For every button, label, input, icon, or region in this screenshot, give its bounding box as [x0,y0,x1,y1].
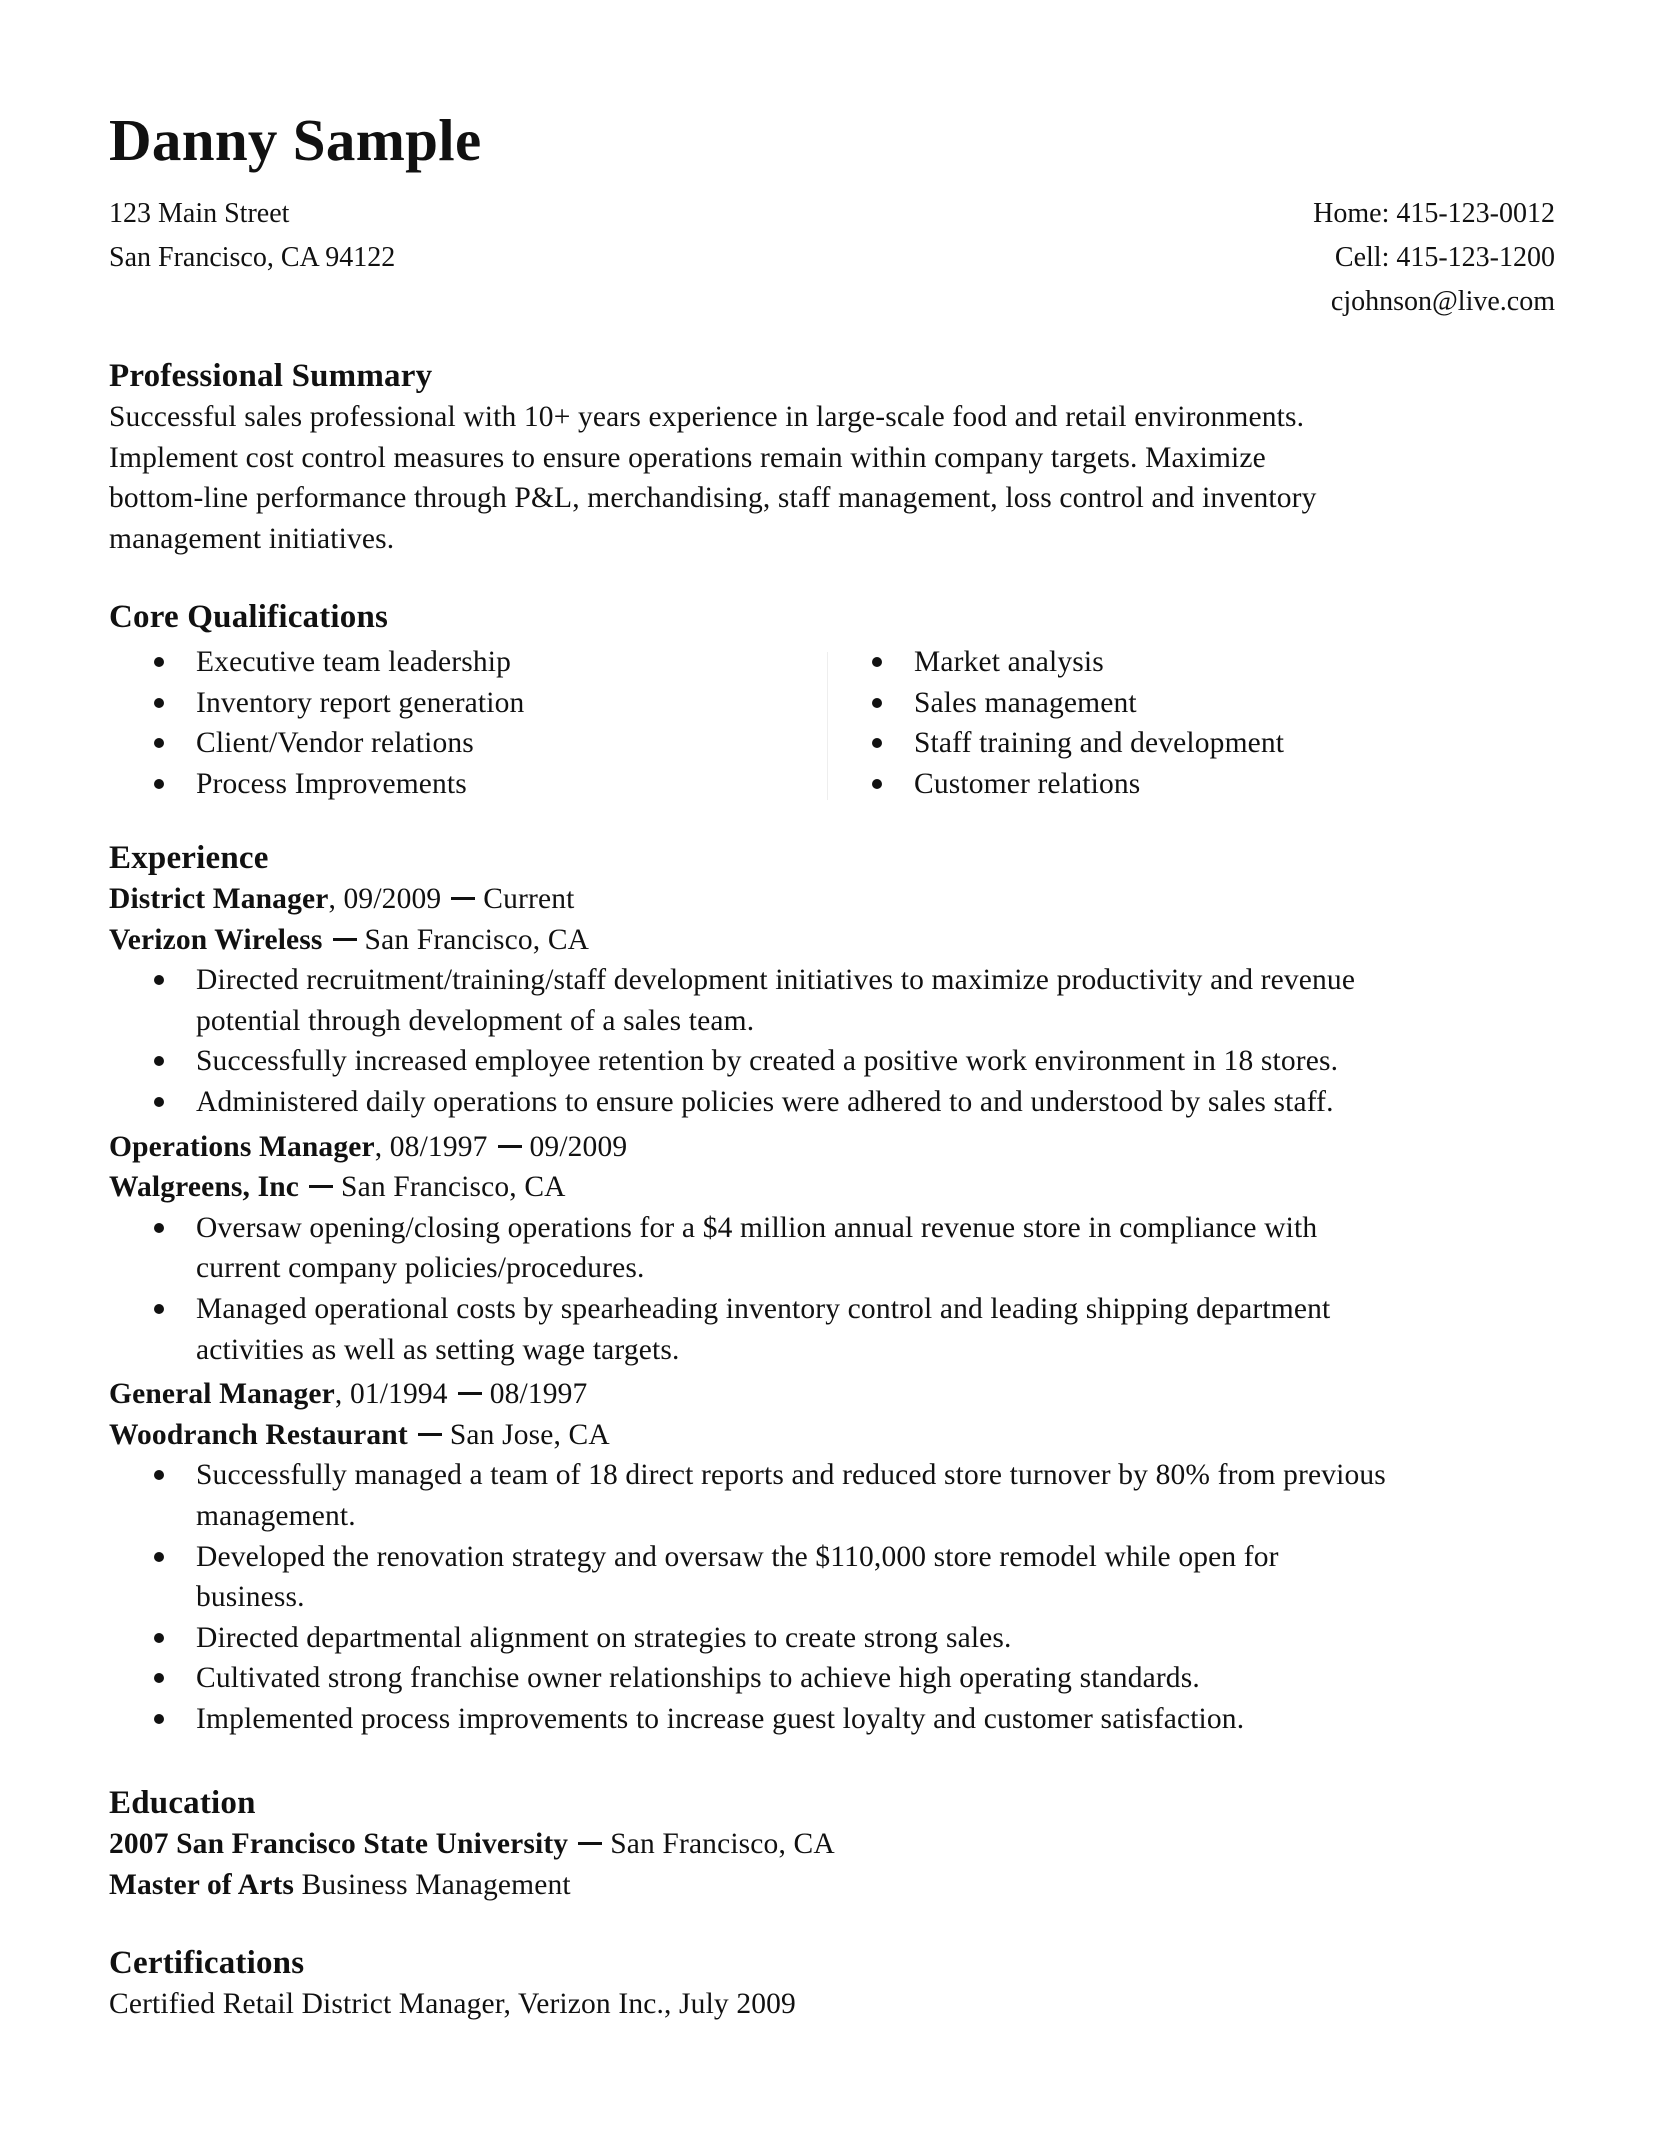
bullet-icon [154,1470,164,1480]
bullet-icon [154,1304,164,1314]
qualification-text: Process Improvements [196,767,467,800]
certification-text: Certified Retail District Manager, Verizon Inc., July 2009 [109,1988,796,2020]
job-entry [109,1127,1555,1371]
job-role: Operations Manager [109,1130,375,1163]
qualification-text: Staff training and development [914,727,1285,760]
dash-icon [418,1433,442,1436]
bullet-icon [872,657,882,667]
list-item [109,1041,1555,1082]
certifications-heading: Certifications [109,1945,305,1981]
qualification-text: Inventory report generation [196,686,525,719]
job-company: Walgreens, Inc [109,1171,300,1204]
job-bullets [109,960,1555,1122]
list-item [109,960,1555,1041]
qualification-text: Sales management [914,686,1137,719]
bullet-line: management. [196,1499,356,1532]
education-location: San Francisco, CA [610,1828,835,1860]
job-dates-start: , 08/1997 [374,1130,488,1163]
address-block [109,192,395,280]
job-company-line [109,920,1555,961]
address-line-1: 123 Main Street [109,198,290,229]
list-item [109,1082,1555,1123]
bullet-icon [154,1097,164,1107]
education-entry [109,1824,1555,1905]
bullet-icon [154,738,164,748]
list-item [827,642,1284,683]
bullet-icon [872,738,882,748]
job-dates-end: 09/2009 [529,1130,628,1163]
job-entry [109,1374,1555,1739]
education-degree-line [109,1865,1555,1906]
bullet-icon [154,975,164,985]
bullet-line: Directed recruitment/training/staff development initiatives to maximize productivity and revenue [196,964,1356,997]
bullet-icon [872,779,882,789]
job-location: San Francisco, CA [364,923,590,956]
summary-line: bottom-line performance through P&L, merchandising, staff management, loss control and inventory [109,482,1317,515]
dash-icon [458,1392,482,1395]
experience-heading: Experience [109,840,269,876]
list-item [827,723,1284,764]
job-role: District Manager [109,883,329,915]
summary-line: management initiatives. [109,522,395,555]
summary-text [109,397,1555,559]
qualifications-section [109,596,1555,808]
bullet-line: Cultivated strong franchise owner relationships to achieve high operating standards. [196,1662,1200,1695]
qualifications-column-2 [827,642,1284,804]
bullet-line: current company policies/procedures. [196,1252,645,1285]
list-item [827,764,1284,805]
summary-line: Successful sales professional with 10+ years experience in large-scale food and retail environments. [109,401,1305,433]
bullet-icon [154,657,164,667]
job-bullets [109,1208,1555,1370]
bullet-icon [154,698,164,708]
list-item [109,764,524,805]
qualification-text: Executive team leadership [196,646,511,678]
education-section [109,1782,1555,1905]
job-title-line [109,1127,1555,1168]
job-location: San Francisco, CA [341,1171,566,1204]
bullet-icon [154,1552,164,1562]
bullet-line: Directed departmental alignment on strategies to create strong sales. [196,1621,1012,1654]
list-item [109,1289,1555,1370]
dash-icon [451,897,475,900]
bullet-icon [154,1714,164,1724]
job-company: Woodranch Restaurant [109,1418,408,1451]
bullet-line: Implemented process improvements to increase guest loyalty and customer satisfaction. [196,1702,1245,1735]
bullet-icon [154,1223,164,1233]
job-company-line [109,1167,1555,1208]
bullet-line: Developed the renovation strategy and oversaw the $110,000 store remodel while open for [196,1540,1279,1573]
cell-phone: Cell: 415-123-1200 [1334,242,1555,273]
bullet-line: Successfully managed a team of 18 direct reports and reduced store turnover by 80% from previous [196,1459,1386,1492]
job-company-line [109,1415,1555,1456]
job-dates-start: , 09/2009 [328,883,442,915]
bullet-line: Administered daily operations to ensure policies were adhered to and understood by sales staff. [196,1085,1334,1118]
qualification-text: Customer relations [914,767,1141,800]
list-item [109,683,524,724]
education-field: Business Management [294,1868,571,1901]
qualifications-columns [109,638,1555,808]
summary-line: Implement cost control measures to ensure operations remain within company targets. Maximize [109,441,1266,474]
qualification-text: Market analysis [914,646,1104,678]
experience-list [109,879,1555,1739]
summary-section [109,355,1555,559]
list-item [109,1455,1555,1536]
bullet-icon [154,1633,164,1643]
job-company: Verizon Wireless [109,923,323,956]
list-item [827,683,1284,724]
bullet-line: activities as well as setting wage targets. [196,1333,680,1366]
bullet-icon [154,1056,164,1066]
education-school: 2007 San Francisco State University [109,1828,569,1860]
list-item [109,723,524,764]
experience-section [109,837,1555,1739]
job-dates-start: , 01/1994 [334,1378,448,1411]
list-item [109,1208,1555,1289]
resume-page [109,0,1555,2153]
dash-icon [578,1842,602,1845]
list-item [109,1658,1555,1699]
list-item [109,1537,1555,1618]
bullet-line: Managed operational costs by spearheading inventory control and leading shipping department [196,1292,1331,1325]
bullet-icon [872,698,882,708]
qualifications-column-1 [109,642,524,804]
home-phone: Home: 415-123-0012 [1313,198,1555,229]
job-role: General Manager [109,1378,335,1411]
dash-icon [309,1185,333,1188]
summary-heading: Professional Summary [109,358,433,394]
job-dates-end: 08/1997 [489,1378,588,1411]
bullet-line: potential through development of a sales team. [196,1004,755,1037]
email: cjohnson@live.com [1330,286,1555,317]
list-item [109,1618,1555,1659]
bullet-icon [154,779,164,789]
dash-icon [498,1145,522,1148]
bullet-line: business. [196,1581,305,1614]
job-entry [109,879,1555,1123]
address-line-2: San Francisco, CA 94122 [109,242,396,273]
list-item [109,1699,1555,1740]
bullet-icon [154,1673,164,1683]
education-heading: Education [109,1785,256,1821]
resume-name: Danny Sample [109,107,482,173]
qualification-text: Client/Vendor relations [196,727,474,760]
dash-icon [333,938,357,941]
job-title-line [109,879,1555,920]
education-degree: Master of Arts [109,1868,295,1901]
education-school-line [109,1824,1555,1865]
contact-block [1313,192,1555,324]
certifications-section [109,1942,1555,2025]
qualifications-heading: Core Qualifications [109,599,389,635]
job-location: San Jose, CA [449,1418,610,1451]
bullet-line: Successfully increased employee retention by created a positive work environment in 18 stores. [196,1045,1339,1078]
job-title-line [109,1374,1555,1415]
bullet-line: Oversaw opening/closing operations for a $4 million annual revenue store in compliance with [196,1211,1318,1244]
job-dates-end: Current [483,883,575,915]
list-item [109,642,524,683]
job-bullets [109,1455,1555,1739]
